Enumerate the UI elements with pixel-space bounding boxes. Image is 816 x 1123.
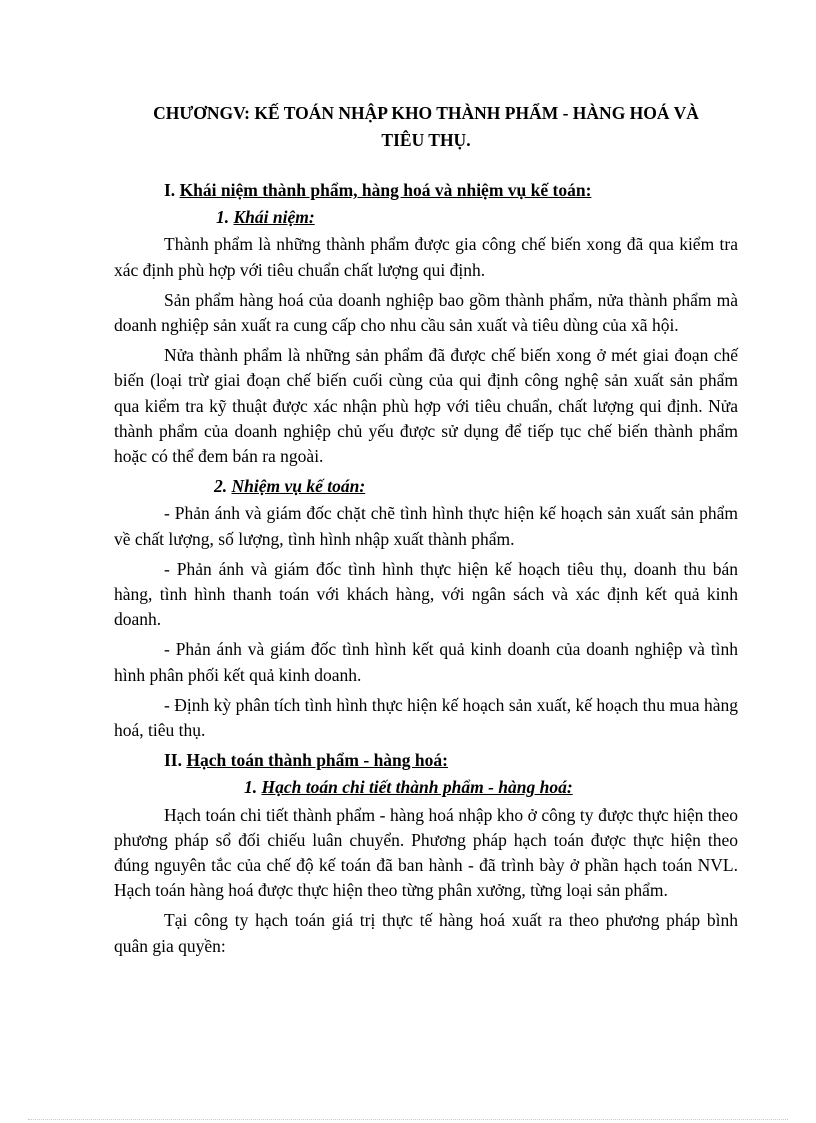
section-2-1-number: 1. xyxy=(244,777,258,798)
paragraph: Hạch toán chi tiết thành phẩm - hàng hoá nhập kho ở công ty được thực hiện theo phương pháp sổ đối chiếu luân chuyển. Phương pháp hạch toán được thực hiện theo đúng nguyên tắc của chế độ kế toán đã ban hành - đã trình bày ở phần hạch toán NVL. Hạch toán hàng hoá được thực hiện theo từng phân xưởng, từng loại sản phẩm. xyxy=(114,804,738,901)
section-2-title: Hạch toán thành phẩm - hàng hoá: xyxy=(186,750,448,771)
chapter-title-line2: TIÊU THỤ. xyxy=(381,130,471,150)
paragraph: Tại công ty hạch toán giá trị thực tế hàng hoá xuất ra theo phương pháp bình quân gia quyền: xyxy=(114,910,738,956)
section-1-1-number: 1. xyxy=(216,207,230,228)
section-2-1-heading xyxy=(114,775,738,800)
section-1-2-number: 2. xyxy=(214,476,228,497)
paragraph: - Phản ánh và giám đốc chặt chẽ tình hình thực hiện kế hoạch sản xuất sản phẩm về chất lượng, số lượng, tình hình nhập xuất thành phẩm. xyxy=(114,503,738,549)
section-1-1-heading xyxy=(114,205,738,230)
chapter-title xyxy=(110,100,742,154)
section-2-number: II. xyxy=(164,750,182,771)
page-bottom-divider xyxy=(28,1119,788,1120)
section-1-title: Khái niệm thành phẩm, hàng hoá và nhiệm vụ kế toán: xyxy=(179,180,592,200)
paragraph: - Phản ánh và giám đốc tình hình kết quả kinh doanh của doanh nghiệp và tình hình phân phối kết quả kinh doanh. xyxy=(114,639,738,685)
paragraph: Thành phẩm là những thành phẩm được gia công chế biến xong đã qua kiểm tra xác định phù hợp với tiêu chuẩn chất lượng qui định. xyxy=(114,234,738,280)
paragraph: Nửa thành phẩm là những sản phẩm đã được chế biến xong ở mét giai đoạn chế biến (loại trừ giai đoạn chế biến cuối cùng của qui định công nghệ sản xuất sản phẩm qua kiểm tra kỹ thuật được xác nhận phù hợp với tiêu chuẩn, chất lượng qui định. Nửa thành phẩm của doanh nghiệp chủ yếu được sử dụng để tiếp tục chế biến thành phẩm hoặc có thể đem bán ra ngoài. xyxy=(114,345,738,467)
chapter-title-line1: CHƯƠNGV: KẾ TOÁN NHẬP KHO THÀNH PHẨM - HÀNG HOÁ VÀ xyxy=(153,103,699,123)
paragraph: Sản phẩm hàng hoá của doanh nghiệp bao gồm thành phẩm, nửa thành phẩm mà doanh nghiệp sản xuất ra cung cấp cho nhu cầu sản xuất và tiêu dùng của xã hội. xyxy=(114,289,738,336)
section-2-heading xyxy=(114,748,738,773)
section-1-1-title: Khái niệm: xyxy=(233,207,315,228)
document-body xyxy=(114,178,738,964)
section-2-1-title: Hạch toán chi tiết thành phẩm - hàng hoá: xyxy=(261,777,573,798)
paragraph: - Định kỳ phân tích tình hình thực hiện kế hoạch sản xuất, kế hoạch thu mua hàng hoá, tiêu thụ. xyxy=(114,694,738,741)
section-1-2-title: Nhiệm vụ kế toán: xyxy=(231,476,366,497)
section-1-2-heading xyxy=(114,474,738,499)
section-1-number: I. xyxy=(164,180,176,200)
paragraph: - Phản ánh và giám đốc tình hình thực hiện kế hoạch tiêu thụ, doanh thu bán hàng, tình hình thanh toán với khách hàng, với ngân sách và xác định kết quả kinh doanh. xyxy=(114,558,738,630)
section-1-heading xyxy=(114,178,738,203)
